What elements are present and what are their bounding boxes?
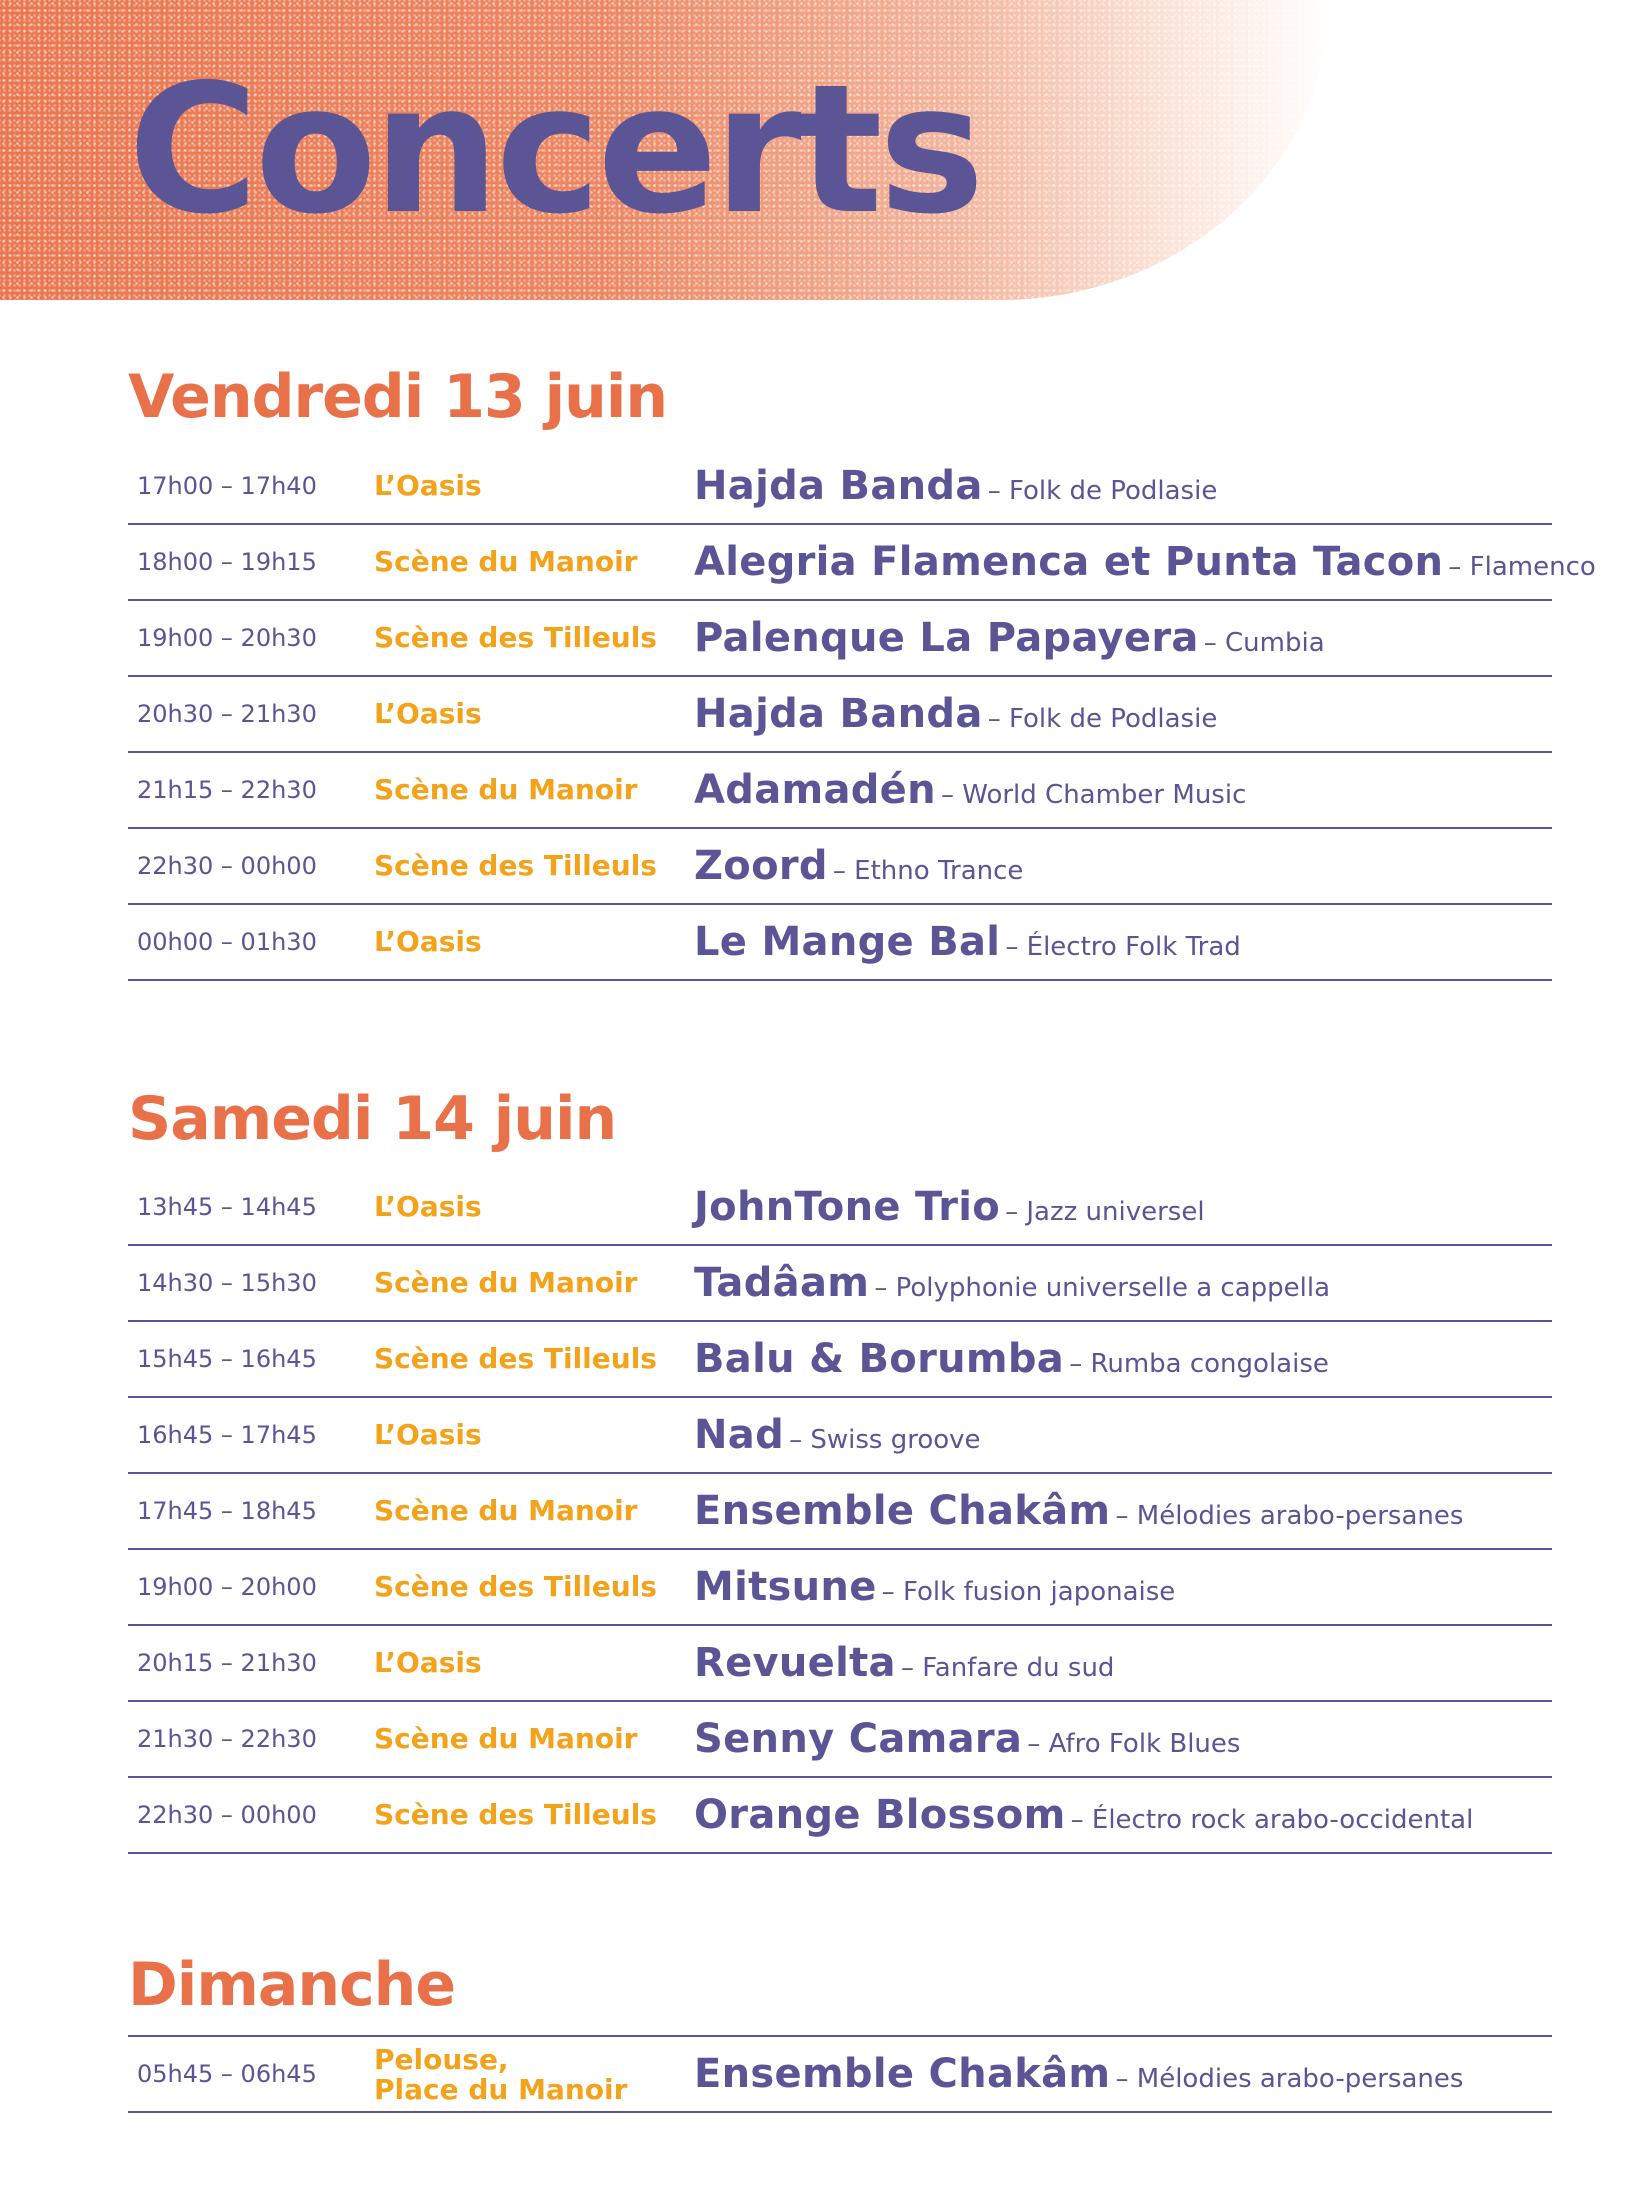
stage-name: Scène des Tilleuls bbox=[374, 1342, 657, 1375]
schedule-row bbox=[128, 1246, 1552, 1322]
stage-name: L’Oasis bbox=[374, 1190, 482, 1223]
genre: – Jazz universel bbox=[1005, 1197, 1205, 1227]
artist-name: Ensemble Chakâm bbox=[694, 2051, 1111, 2097]
stage-name: Scène des Tilleuls bbox=[374, 849, 657, 882]
artist-name: Senny Camara bbox=[694, 1716, 1023, 1762]
stage-name: Scène des Tilleuls bbox=[374, 621, 657, 654]
artist-name: Nad bbox=[694, 1412, 785, 1458]
artist-name: JohnTone Trio bbox=[694, 1184, 1001, 1230]
time-slot: 22h30 – 00h00 bbox=[137, 1801, 317, 1829]
schedule-samedi bbox=[128, 1170, 1552, 1854]
day-title-samedi: Samedi 14 juin bbox=[128, 1084, 617, 1154]
time-slot: 22h30 – 00h00 bbox=[137, 852, 317, 880]
day-title-vendredi: Vendredi 13 juin bbox=[128, 362, 668, 432]
time-slot: 13h45 – 14h45 bbox=[137, 1193, 317, 1221]
genre: – Folk fusion japonaise bbox=[881, 1577, 1176, 1607]
schedule-row bbox=[128, 1778, 1552, 1854]
time-slot: 21h30 – 22h30 bbox=[137, 1725, 317, 1753]
stage-name: Scène du Manoir bbox=[374, 1722, 638, 1755]
genre: – Électro rock arabo-occidental bbox=[1070, 1805, 1474, 1835]
artist-name: Hajda Banda bbox=[694, 463, 983, 509]
artist-name: Ensemble Chakâm bbox=[694, 1488, 1111, 1534]
act bbox=[694, 1474, 1463, 1556]
genre: – Cumbia bbox=[1203, 628, 1325, 658]
time-slot: 18h00 – 19h15 bbox=[137, 548, 317, 576]
artist-name: Balu & Borumba bbox=[694, 1336, 1065, 1382]
stage-name: L’Oasis bbox=[374, 697, 482, 730]
artist-name: Revuelta bbox=[694, 1640, 896, 1686]
stage-name: L’Oasis bbox=[374, 925, 482, 958]
act bbox=[694, 2037, 1463, 2119]
artist-name: Alegria Flamenca et Punta Tacon bbox=[694, 539, 1444, 585]
time-slot: 17h00 – 17h40 bbox=[137, 472, 317, 500]
genre: – Polyphonie universelle a cappella bbox=[874, 1273, 1331, 1303]
act bbox=[694, 1398, 981, 1480]
genre: – Mélodies arabo-persanes bbox=[1115, 1501, 1464, 1531]
act bbox=[694, 1322, 1329, 1404]
act bbox=[694, 449, 1217, 531]
stage-name-line-2: Place du Manoir bbox=[374, 2073, 628, 2106]
time-slot: 19h00 – 20h30 bbox=[137, 624, 317, 652]
schedule-row bbox=[128, 1702, 1552, 1778]
act bbox=[694, 753, 1246, 835]
schedule-row bbox=[128, 601, 1552, 677]
act bbox=[694, 1550, 1175, 1632]
genre: – Folk de Podlasie bbox=[987, 704, 1218, 734]
genre: – Rumba congolaise bbox=[1069, 1349, 1329, 1379]
schedule-row bbox=[128, 449, 1552, 525]
time-slot: 20h15 – 21h30 bbox=[137, 1649, 317, 1677]
time-slot: 16h45 – 17h45 bbox=[137, 1421, 317, 1449]
schedule-row bbox=[128, 677, 1552, 753]
time-slot: 00h00 – 01h30 bbox=[137, 928, 317, 956]
stage-name: Scène des Tilleuls bbox=[374, 1570, 657, 1603]
artist-name: Adamadén bbox=[694, 767, 936, 813]
act bbox=[694, 1702, 1240, 1784]
time-slot: 17h45 – 18h45 bbox=[137, 1497, 317, 1525]
artist-name: Hajda Banda bbox=[694, 691, 983, 737]
genre: – Flamenco bbox=[1448, 552, 1596, 582]
stage-name: Scène du Manoir bbox=[374, 545, 638, 578]
stage-name: Scène du Manoir bbox=[374, 773, 638, 806]
act bbox=[694, 1626, 1114, 1708]
act bbox=[694, 829, 1023, 911]
act bbox=[694, 601, 1325, 683]
genre: – Afro Folk Blues bbox=[1027, 1729, 1241, 1759]
schedule-row bbox=[128, 1474, 1552, 1550]
artist-name: Mitsune bbox=[694, 1564, 877, 1610]
artist-name: Le Mange Bal bbox=[694, 919, 1001, 965]
schedule-row bbox=[128, 829, 1552, 905]
stage-name: L’Oasis bbox=[374, 1646, 482, 1679]
time-slot: 21h15 – 22h30 bbox=[137, 776, 317, 804]
time-slot: 14h30 – 15h30 bbox=[137, 1269, 317, 1297]
stage-name: Scène du Manoir bbox=[374, 1494, 638, 1527]
stage-name: L’Oasis bbox=[374, 469, 482, 502]
artist-name: Tadâam bbox=[694, 1260, 870, 1306]
schedule-row bbox=[128, 1398, 1552, 1474]
act bbox=[694, 677, 1217, 759]
stage-name: L’Oasis bbox=[374, 1418, 482, 1451]
genre: – Swiss groove bbox=[789, 1425, 981, 1455]
act bbox=[694, 1246, 1330, 1328]
stage-name-line-1: Pelouse, bbox=[374, 2043, 509, 2076]
schedule-row bbox=[128, 753, 1552, 829]
stage-name: Scène des Tilleuls bbox=[374, 1798, 657, 1831]
act bbox=[694, 905, 1241, 987]
time-slot: 20h30 – 21h30 bbox=[137, 700, 317, 728]
act bbox=[694, 525, 1596, 607]
schedule-row bbox=[128, 1322, 1552, 1398]
artist-name: Zoord bbox=[694, 843, 828, 889]
page-title: Concerts bbox=[128, 46, 981, 253]
schedule-row bbox=[128, 1626, 1552, 1702]
schedule-vendredi bbox=[128, 449, 1596, 981]
stage-name: Scène du Manoir bbox=[374, 1266, 638, 1299]
genre: – World Chamber Music bbox=[941, 780, 1247, 810]
time-slot: 05h45 – 06h45 bbox=[137, 2060, 317, 2088]
genre: – Électro Folk Trad bbox=[1005, 932, 1241, 962]
artist-name: Orange Blossom bbox=[694, 1792, 1066, 1838]
act bbox=[694, 1778, 1473, 1860]
schedule-row bbox=[128, 905, 1552, 981]
genre: – Ethno Trance bbox=[832, 856, 1024, 886]
schedule-row bbox=[128, 2037, 1552, 2113]
act bbox=[694, 1170, 1205, 1252]
time-slot: 15h45 – 16h45 bbox=[137, 1345, 317, 1373]
artist-name: Palenque La Papayera bbox=[694, 615, 1199, 661]
genre: – Folk de Podlasie bbox=[987, 476, 1218, 506]
time-slot: 19h00 – 20h00 bbox=[137, 1573, 317, 1601]
schedule-row bbox=[128, 1170, 1552, 1246]
genre: – Fanfare du sud bbox=[900, 1653, 1115, 1683]
genre: – Mélodies arabo-persanes bbox=[1115, 2064, 1464, 2094]
schedule-dimanche bbox=[128, 2035, 1552, 2113]
day-title-dimanche: Dimanche bbox=[128, 1950, 456, 2020]
schedule-row bbox=[128, 1550, 1552, 1626]
schedule-row bbox=[128, 525, 1596, 601]
stage-name bbox=[374, 2045, 627, 2105]
